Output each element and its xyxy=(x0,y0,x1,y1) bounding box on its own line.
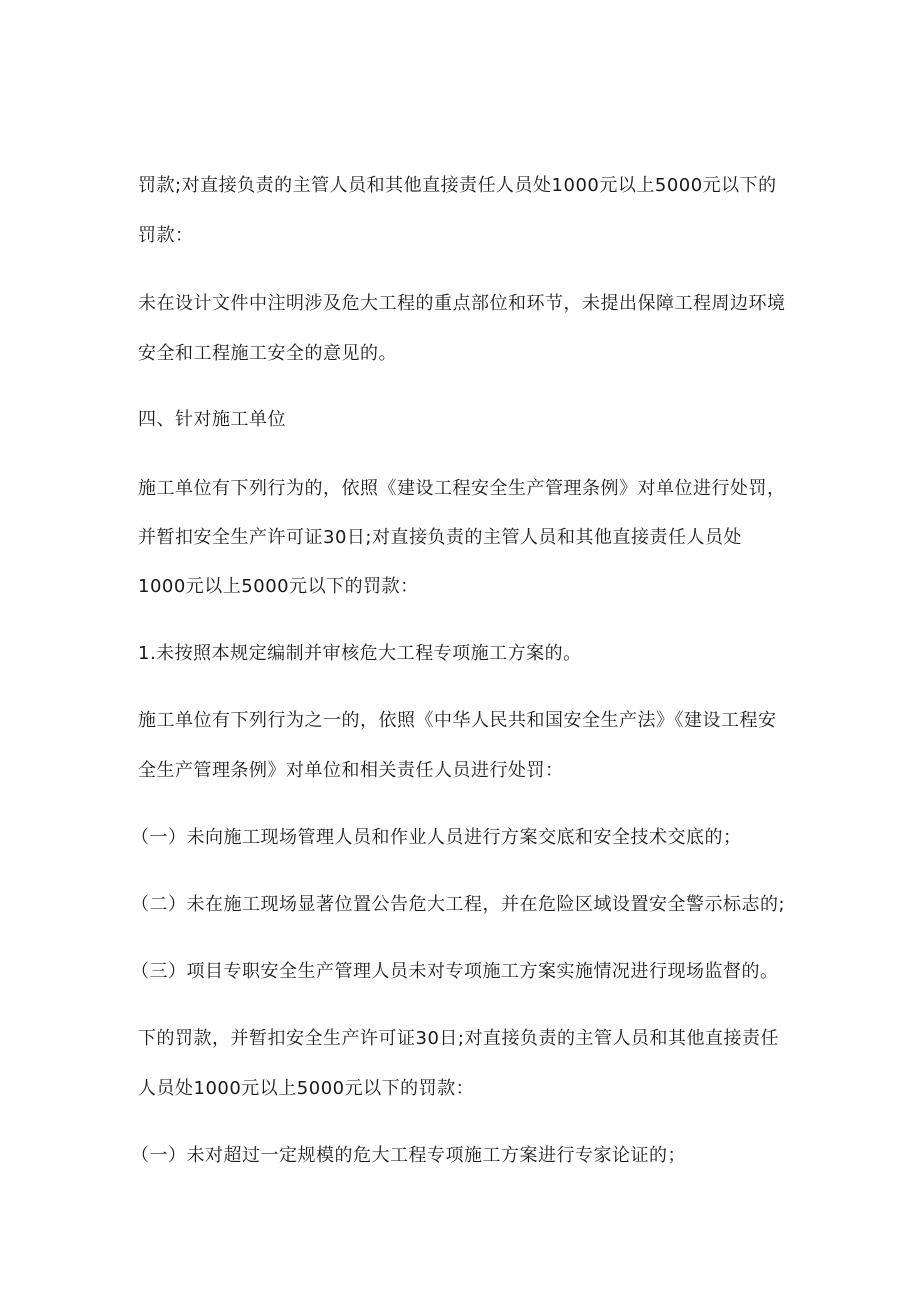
text-line: 施工单位有下列行为之一的，依照《中华人民共和国安全生产法》《建设工程安 xyxy=(138,710,777,731)
text-line: 并暂扣安全生产许可证30日;对直接负责的主管人员和其他直接责任人员处 xyxy=(138,527,742,548)
list-item: （一）未对超过一定规模的危大工程专项施工方案进行专家论证的； xyxy=(131,1145,686,1166)
section-heading: 四、针对施工单位 xyxy=(138,409,286,430)
text-line: 人员处1000元以上5000元以下的罚款： xyxy=(138,1078,475,1099)
text-line: 未在设计文件中注明涉及危大工程的重点部位和环节，未提出保障工程周边环境 xyxy=(138,293,786,314)
list-item: （二）未在施工现场显著位置公告危大工程，并在危险区域设置安全警示标志的; xyxy=(131,894,786,915)
list-item: （一）未向施工现场管理人员和作业人员进行方案交底和安全技术交底的； xyxy=(131,827,742,848)
text-line: 罚款;对直接负责的主管人员和其他直接责任人员处1000元以上5000元以下的 xyxy=(138,175,777,196)
text-line: 1.未按照本规定编制并审核危大工程专项施工方案的。 xyxy=(138,643,582,664)
text-line: 下的罚款，并暂扣安全生产许可证30日;对直接负责的主管人员和其他直接责任 xyxy=(138,1028,779,1049)
list-item: （三）项目专职安全生产管理人员未对专项施工方案实施情况进行现场监督的。 xyxy=(131,961,779,982)
text-line: 安全和工程施工安全的意见的。 xyxy=(138,343,397,364)
text-line: 罚款： xyxy=(138,225,194,246)
text-line: 1000元以上5000元以下的罚款： xyxy=(138,576,419,597)
text-line: 全生产管理条例》对单位和相关责任人员进行处罚： xyxy=(138,760,564,781)
text-line: 施工单位有下列行为的，依照《建设工程安全生产管理条例》对单位进行处罚， xyxy=(138,478,786,499)
